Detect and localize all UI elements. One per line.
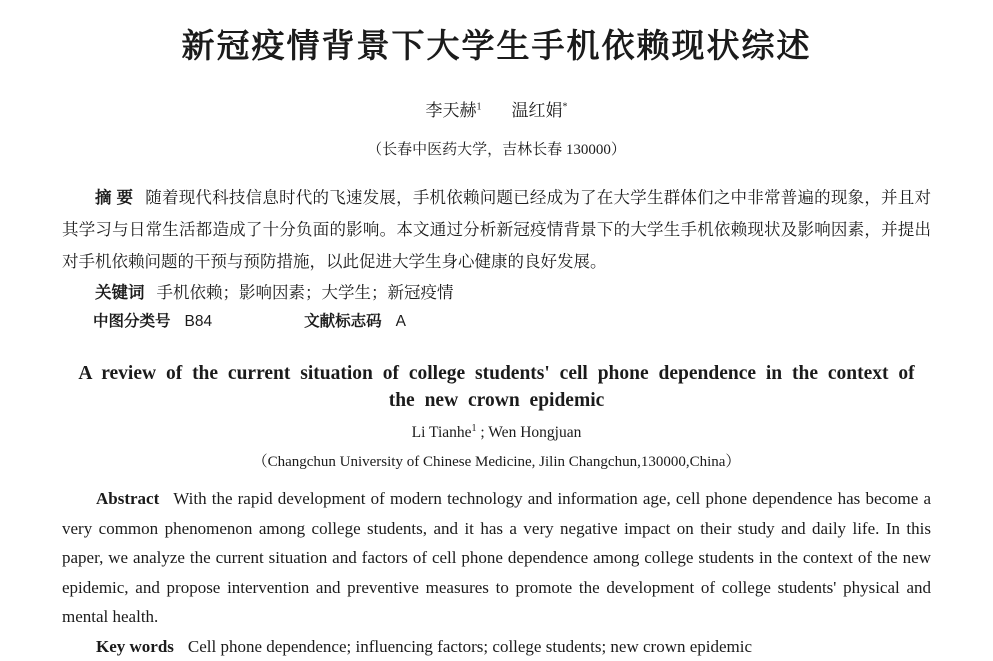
authors-en bbox=[62, 423, 931, 443]
keywords-en-text: Cell phone dependence; influencing factors; college students; new crown epidemic bbox=[188, 637, 752, 656]
author-en-1: Li Tianhe bbox=[412, 424, 472, 441]
author-zh-1-superscript: 1 bbox=[477, 101, 482, 112]
author-zh-2: 温红娟 bbox=[512, 101, 563, 120]
keywords-en bbox=[62, 632, 931, 661]
abstract-en-text: With the rapid development of modern technology and information age, cell phone dependence has become a very common phenomenon among college students, and it has a very negative impact on their study and daily life. In this paper, we analyze the current situation and factors of cell phone dependence among college students in the context of the new epidemic, and propose intervention and preventive measures to promote the development of college students' physical and mental health. bbox=[62, 489, 931, 626]
abstract-zh bbox=[62, 182, 931, 278]
abstract-en-label: Abstract bbox=[96, 489, 159, 508]
affiliation-zh: （长春中医药大学，吉林长春 130000） bbox=[62, 140, 931, 160]
author-en-2: Wen Hongjuan bbox=[488, 424, 581, 441]
authors-en-separator: ; bbox=[477, 424, 489, 441]
document-code-label: 文献标志码 bbox=[304, 313, 382, 330]
keywords-zh-text: 手机依赖；影响因素；大学生；新冠疫情 bbox=[157, 283, 454, 302]
clc-number-label: 中图分类号 bbox=[93, 313, 171, 330]
affiliation-en: （Changchun University of Chinese Medicine, Jilin Changchun,130000,China） bbox=[62, 452, 931, 472]
abstract-zh-text: 随着现代科技信息时代的飞速发展，手机依赖问题已经成为了在大学生群体们之中非常普遍的现象，并且对其学习与日常生活都造成了十分负面的影响。本文通过分析新冠疫情背景下的大学生手机依赖现状及影响因素，并提出对手机依赖问题的干预与预防措施，以此促进大学生身心健康的良好发展。 bbox=[62, 188, 931, 271]
abstract-en bbox=[62, 484, 931, 632]
authors-zh bbox=[62, 100, 931, 122]
paper-title-en: A review of the current situation of college students' cell phone dependence in the context of the new crown epidemic bbox=[62, 360, 931, 414]
clc-number-value: B84 bbox=[185, 313, 213, 330]
abstract-zh-label: 摘 要 bbox=[95, 189, 133, 207]
author-zh-2-superscript: * bbox=[563, 101, 568, 112]
classification-line bbox=[62, 308, 931, 336]
author-en-1-superscript: 1 bbox=[472, 423, 477, 434]
document-code-value: A bbox=[396, 313, 406, 330]
author-zh-1: 李天赫 bbox=[426, 101, 477, 120]
keywords-en-label: Key words bbox=[96, 637, 174, 656]
paper-title-zh: 新冠疫情背景下大学生手机依赖现状综述 bbox=[62, 26, 931, 68]
keywords-zh-label: 关键词 bbox=[95, 284, 145, 302]
keywords-zh bbox=[62, 278, 931, 308]
